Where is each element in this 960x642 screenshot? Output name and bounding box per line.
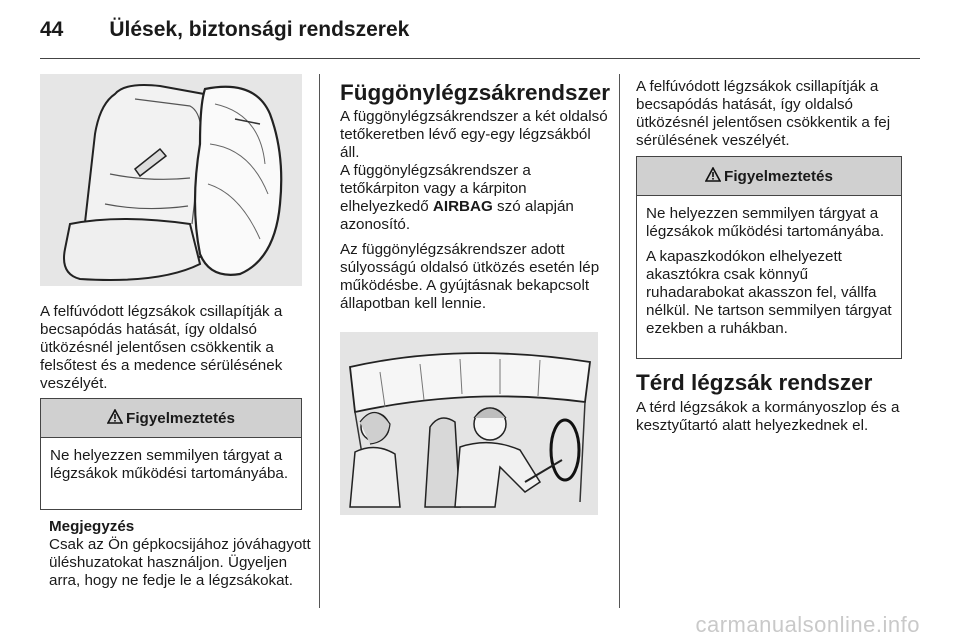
- head-protection-text: [636, 78, 908, 157]
- warning-text-2a: Ne helyezzen semmilyen tárgyat a légzsákok működési tartományába.: [646, 205, 885, 240]
- seat-side-airbag-icon: [40, 74, 302, 286]
- column-divider-1: [319, 74, 320, 608]
- note-title: Megjegyzés: [49, 518, 135, 535]
- warning-text-2b: A kapaszkodókon elhelyezett akasztókra csak könnyű ruhadarabokat akasszon fel, vállfa nélkül. Ne tartson semmilyen tárgyat ezekben a ruhákban.: [646, 248, 892, 337]
- warning-header: [41, 399, 301, 438]
- warning-text: Ne helyezzen semmilyen tárgyat a légzsákok működési tartományába.: [50, 447, 289, 482]
- curtain-para-2: [340, 162, 612, 234]
- caption-text: A felfúvódott légzsákok csillapítják a becsapódás hatását, így oldalsó ütközésnél jelentősen csökkentik a felsőtest és a medence sérülésének veszélyét.: [40, 303, 283, 392]
- warning-body-2: [637, 196, 901, 346]
- note-section: [49, 518, 311, 590]
- page-header: [40, 18, 409, 48]
- para2-text-after: szó alapján azonosító.: [340, 198, 574, 233]
- airbag-keyword: AIRBAG: [432, 198, 493, 215]
- curtain-para-1: A függönylégzsákrendszer a két oldalsó tetőkeretben lévő egy-egy légzsákból áll.: [340, 108, 608, 161]
- warning-box-1: [40, 398, 302, 510]
- knee-airbag-text: A térd légzsákok a kormányoszlop és a kesztyűtartó alatt helyezkednek el.: [636, 399, 900, 434]
- warning-body: [41, 438, 301, 491]
- warning-box-2: [636, 156, 902, 359]
- curtain-airbag-icon: [340, 332, 598, 515]
- section-heading-knee: Térd légzsák rendszer: [636, 370, 873, 395]
- col3-para-1: A felfúvódott légzsákok csillapítják a becsapódás hatását, így oldalsó ütközésnél jelentősen csökkentik a fej sérülésének veszélyét.: [636, 78, 891, 149]
- seat-airbag-caption: [40, 303, 308, 400]
- curtain-text: [340, 108, 612, 313]
- curtain-para-3: Az függönylégzsákrendszer adott súlyosságú oldalsó ütközés esetén lép működésbe. A gyújtásnak bekapcsolt állapotban kell lennie.: [340, 241, 600, 312]
- knee-airbag-section: [636, 370, 908, 435]
- curtain-airbag-illustration: [340, 332, 598, 515]
- warning-header-2: [637, 157, 901, 196]
- chapter-title: Ülések, biztonsági rendszerek: [109, 18, 410, 41]
- para2-text-before: A függönylégzsákrendszer a tetőkárpiton vagy a kárpiton elhelyezkedő: [340, 162, 531, 215]
- page-number: 44: [40, 18, 64, 41]
- header-rule: [40, 58, 920, 59]
- seat-side-airbag-illustration: [40, 74, 302, 286]
- warning-title-2: Figyelmeztetés: [724, 167, 833, 185]
- note-text: Csak az Ön gépkocsijához jóváhagyott üléshuzatokat használjon. Ügyeljen arra, hogy ne fedje le a légzsákokat.: [49, 536, 311, 589]
- watermark: carmanualsonline.info: [695, 612, 920, 637]
- warning-triangle-icon: [705, 167, 721, 186]
- section-heading-curtain: Függönylégzsákrendszer: [340, 80, 611, 105]
- column-divider-2: [619, 74, 620, 608]
- warning-triangle-icon: [107, 409, 123, 428]
- warning-title: Figyelmeztetés: [126, 409, 235, 427]
- curtain-airbag-section: [340, 80, 612, 320]
